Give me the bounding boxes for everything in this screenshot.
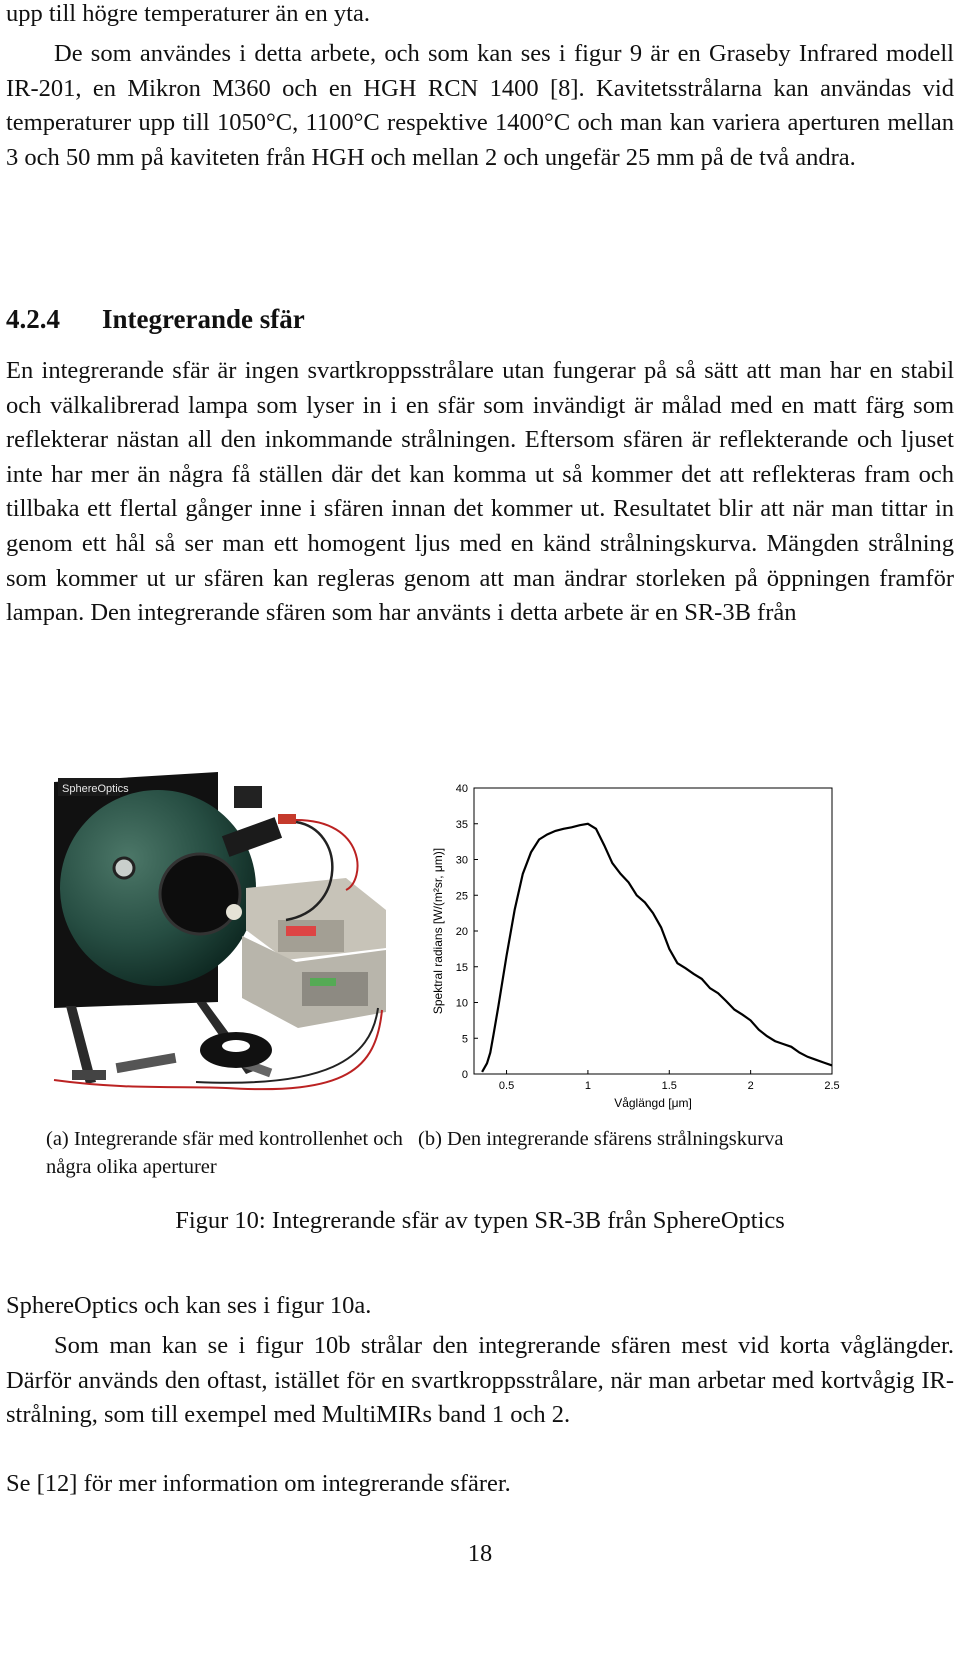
x-axis-ticks [499,1070,840,1092]
y-tick-label: 20 [455,926,468,938]
figure-caption: Figur 10: Integrerande sfär av typen SR-3B från SphereOptics [175,1207,785,1234]
y-tick-label: 15 [455,961,468,974]
spectral-radiance-chart [430,780,880,1120]
subcaption-a-label: (a) [46,1128,69,1150]
section-title: Integrerande sfär [102,304,305,334]
y-tick-label: 25 [455,890,468,903]
x-tick-label: 1 [584,1080,591,1092]
subcaption-a [46,1125,406,1181]
y-tick-label: 35 [455,818,468,831]
x-tick-label: 2.5 [824,1080,840,1092]
y-tick-label: 5 [461,1033,468,1046]
section-heading [6,302,954,336]
paragraph-integrating-sphere: En integrerande sfär är ingen svartkroppsstrålare utan fungerar på så sätt att man har en stabil och välkalibrerad lampa som lyser in i en sfär som invändigt är målad med en matt färg som reflekterar nästan all den inkommande strålningen. Eftersom sfären är reflekterande och ljuset inte har mer än några få ställen där det kan komma ut så kommer det att reflekteras fram och tillbaka ett flertal gånger inne i sfären innan det kommer ut. Resultatet blir att när man tittar in genom ett hål så ser man ett homogent ljus med en känd strålningskurva. Mängden strålning som kommer ut ur sfären kan regleras genom att man ändrar storleken på öppningen framför lampan. Den integrerande sfären som har använts i detta arbete är en SR-3B från [6,357,954,627]
paragraph-short-wavelengths: Som man kan se i figur 10b strålar den integrerande sfären mest vid korta våglängder. Därför används den oftast, istället för en svartkroppsstrålare, när man arbetar med kortvågig IR-strålning, som till exempel med MultiMIRs band 1 och 2. [6,1332,954,1429]
y-tick-label: 30 [455,854,468,867]
x-tick-label: 2 [747,1080,754,1092]
photo-brand-label: SphereOptics [62,783,129,795]
x-tick-label: 0.5 [498,1080,515,1092]
subcaption-b-label: (b) [418,1128,442,1150]
plot-area [474,788,832,1074]
subcaption-b-text: Den integrerande sfärens strålningskurva [447,1128,784,1150]
y-tick-label: 0 [461,1069,468,1081]
subcaption-b [418,1125,888,1153]
paragraph-cavity-radiators: De som användes i detta arbete, och som kan ses i figur 9 är en Graseby Infrared modell IR-201, en Mikron M360 och en HGH RCN 1400 [8]. Kavitetsstrålarna kan användas vid temperaturer upp till 1050°C, 1100°C respektive 1400°C och man kan variera aperturen mellan 3 och 50 mm på kaviteten från HGH och mellan 2 och ungefär 25 mm på de två andra. [6,40,954,171]
section-number: 4.2.4 [6,304,60,334]
sphere-lamp-housing [160,854,240,934]
paragraph-reference: Se [12] för mer information om integrerande sfärer. [6,1470,511,1497]
paragraph-intro-fragment: upp till högre temperaturer än en yta. [6,0,370,27]
subcaption-a-text: Integrerande sfär med kontrollenhet och några olika aperturer [46,1128,403,1178]
sphere-port [114,858,134,878]
y-axis-ticks [456,783,478,1081]
x-tick-label: 1.5 [661,1080,677,1092]
y-tick-label: 40 [455,783,468,795]
y-axis-label: Spektral radians [W/(m²sr, μm)] [431,847,445,1015]
integrating-sphere-photo [46,770,426,1095]
x-axis-label: Våglängd [μm] [614,1096,692,1110]
page-number: 18 [467,1540,493,1567]
figure-10 [6,770,954,1220]
paragraph-sphere-continued: SphereOptics och kan ses i figur 10a. [6,1292,372,1319]
y-tick-label: 10 [455,997,468,1010]
spectral-radiance-line [482,824,832,1072]
